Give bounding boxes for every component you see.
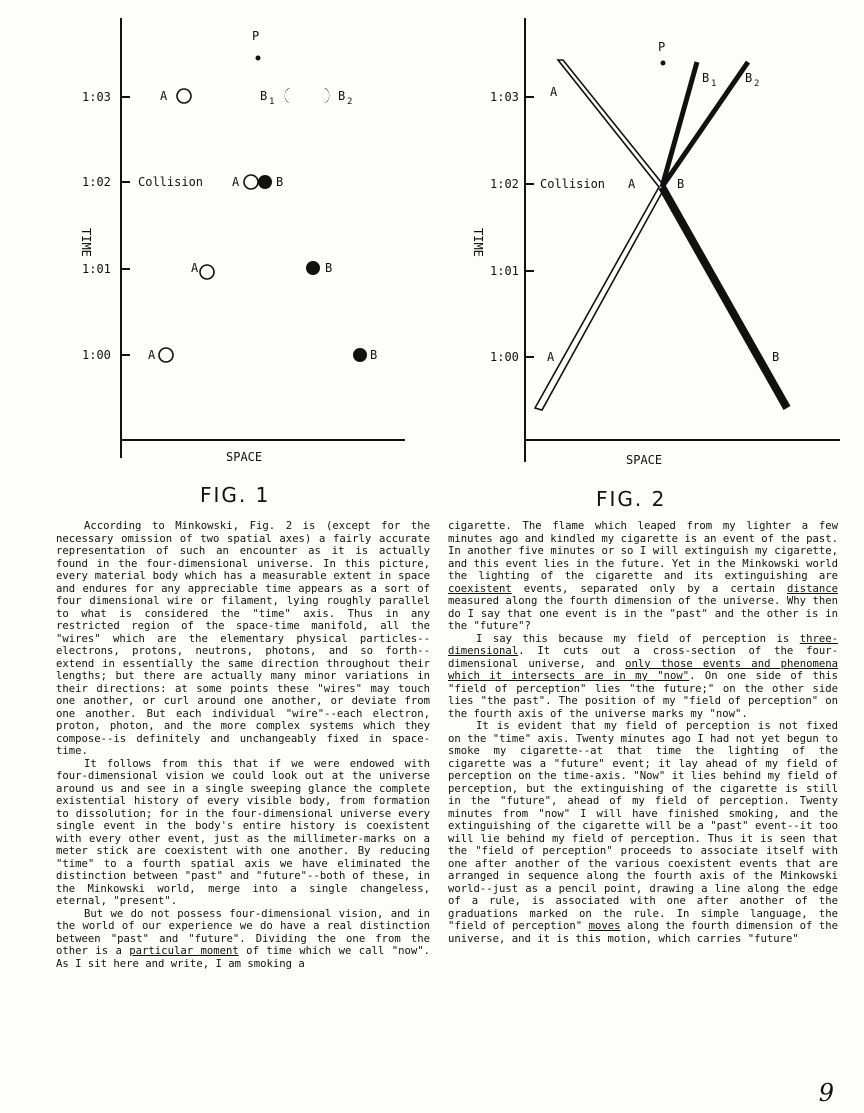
label-b1-subscript: 1 (711, 79, 717, 89)
collision-label: Collision (138, 175, 204, 189)
tick-label-100: 1:00 (490, 350, 519, 364)
figure-1 (0, 0, 432, 520)
tick-label-101: 1:01 (82, 262, 111, 276)
text-run: measured along the fourth dimension of the universe. Why then do I say that one event is in the "past" and the other is in the "future"? (448, 595, 838, 632)
text-run: . On one side of this "field of perception" lies "the future;" on the other side lies "the past". The position of my "field of perception" on the fourth axis of the universe marks my "now". (448, 670, 838, 720)
page-number: 9 (818, 1079, 834, 1107)
space-axis-label: SPACE (626, 453, 663, 467)
right-column (448, 520, 838, 945)
label-b1: B (702, 71, 710, 85)
tick-label-100: 1:00 (82, 348, 111, 362)
text-run: But we do not possess four-dimensional vision, and in the world of our experience we do have a real distinction between "past" and "future". Dividing the one from the other is a (56, 907, 430, 957)
text-run: . It cuts out a cross-section of the four-dimensional universe, and (448, 645, 838, 670)
time-axis-label: TIME (471, 228, 485, 257)
worldline-a (535, 60, 665, 410)
label-b2-subscript: 2 (347, 97, 353, 107)
label-b1-subscript: 1 (269, 97, 275, 107)
label-b: B (325, 261, 333, 275)
figure-1-diagram (0, 0, 432, 520)
label-b2: B (338, 89, 346, 103)
text-run: I say this because my field of perception is (476, 632, 800, 645)
worldline-b (662, 187, 787, 408)
text-run: along the fourth dimension of the universe, and it is this motion, which carries "future" (448, 920, 838, 945)
particle-b (258, 175, 272, 189)
underlined-phrase: three-dimensional (448, 632, 838, 657)
underlined-phrase: distance (786, 582, 838, 595)
figure-2-caption: FIG. 2 (596, 487, 667, 511)
label-a: A (148, 348, 156, 362)
paragraph (56, 908, 430, 971)
figure-2 (432, 0, 864, 520)
label-b2-subscript: 2 (754, 79, 760, 89)
particle-a (244, 175, 258, 189)
paragraph (448, 720, 838, 945)
figure-2-diagram (432, 0, 864, 520)
label-a: A (547, 350, 555, 364)
particle-b (353, 348, 367, 362)
label-a: A (550, 85, 558, 99)
left-column (56, 520, 430, 970)
tick-label-102: 1:02 (82, 175, 111, 189)
particle-b (306, 261, 320, 275)
text-run: cigarette. The flame which leaped from my lighter a few minutes ago and kindled my cigarette is an event of the past. In another five minutes or so I will extinguish my cigarette, and this event lies in the future. Yet in the Minkowski world the lighting of the cigarette and its extinguishing are (448, 520, 838, 582)
label-a: A (232, 175, 240, 189)
paragraph: According to Minkowski, Fig. 2 is (except for the necessary omission of two spatial axes) a fairly accurate representation of such an encounter as it is actually found in the four-dimensional universe. In this picture, every material body which has a measurable extent in space and endures for any appreciable time appears as a sort of four dimensional wire or filament, lying roughly parallel to what is considered the "time" axis. Thus in any restricted region of the space-time manifold, all the "wires" which are the elementary physical particles--electrons, protons, neutrons, photons, and so forth--extend in essentially the same direction throughout their lengths; but there are actually many minor variations in their directions: at some points these "wires" may touch one another, or curl around one another, or deviate from one another. But each individual "wire"--each electron, proton, photon, and the more complex systems which they compose--is definitely and unchangeably fixed in space-time. (56, 520, 430, 757)
tick-label-103: 1:03 (490, 90, 519, 104)
particle-a (200, 265, 214, 279)
collision-label: Collision (540, 177, 606, 191)
paragraph (448, 633, 838, 721)
figure-1-caption: FIG. 1 (200, 483, 271, 507)
label-b: B (276, 175, 284, 189)
underlined-phrase: particular moment (129, 945, 239, 957)
tick-label-103: 1:03 (82, 90, 111, 104)
underlined-phrase: coexistent (448, 582, 512, 595)
label-p: P (252, 29, 260, 43)
particle-b1 (285, 88, 290, 103)
label-a: A (628, 177, 636, 191)
label-b: B (370, 348, 378, 362)
time-axis-label: TIME (79, 228, 93, 257)
underlined-phrase: moves (588, 920, 621, 932)
underlined-phrase: only those events and phenomena which it intersects are in my "now" (448, 657, 839, 682)
particle-p (256, 56, 261, 61)
particle-b2 (324, 88, 329, 103)
label-b2: B (745, 71, 753, 85)
particle-a (159, 348, 173, 362)
tick-label-102: 1:02 (490, 177, 519, 191)
space-axis-label: SPACE (226, 450, 263, 464)
label-b: B (772, 350, 780, 364)
label-b1: B (260, 89, 268, 103)
label-p: P (658, 40, 666, 54)
label-b: B (677, 177, 685, 191)
paragraph (448, 520, 838, 633)
label-a: A (160, 89, 168, 103)
text-run: of time which we call "now". As I sit here and write, I am smoking a (56, 945, 430, 970)
label-a: A (191, 261, 199, 275)
text-run: events, separated only by a certain (511, 582, 787, 595)
paragraph: It follows from this that if we were endowed with four-dimensional vision we could look out at the universe around us and see in a single sweeping glance the complete existential history of every visible body, from formation to dissolution; for in the four-dimensional universe every single event in the body's entire history is coexistent with every other event, just as the millimeter-marks on a meter stick are coexistent with one another. By reducing "time" to a fourth spatial axis we have eliminated the distinction between "past" and "future"--both of these, in the Minkowski world, merge into a single changeless, eternal, "present". (56, 757, 430, 907)
particle-p (661, 61, 666, 66)
tick-label-101: 1:01 (490, 264, 519, 278)
worldline-b1 (662, 62, 697, 187)
text-run: It is evident that my field of perception is not fixed on the "time" axis. Twenty minutes ago I had not yet begun to smoke my cigarette--at that time the lighting of the cigarette was a "future" event; it lay ahead of my field of perception on the time-axis. "Now" it lies behind my field of perception, but the extinguishing of the cigarette is still in the "future", ahead of my field of perception. Twenty minutes from "now" I will have finished smoking, and the extinguishing of the cigarette will be a "past" event--it too will lie behind my field of perception. Thus it is seen that the "field of perception" proceeds to associate itself with one after another of the various coexistent events that are arranged in sequence along the fourth axis of the Minkowski world--just as a pencil point, drawing a line along the edge of a rule, is associated with one after another of the graduations marked on the rule. In simple language, the "field of perception" (448, 720, 838, 932)
particle-a (177, 89, 191, 103)
